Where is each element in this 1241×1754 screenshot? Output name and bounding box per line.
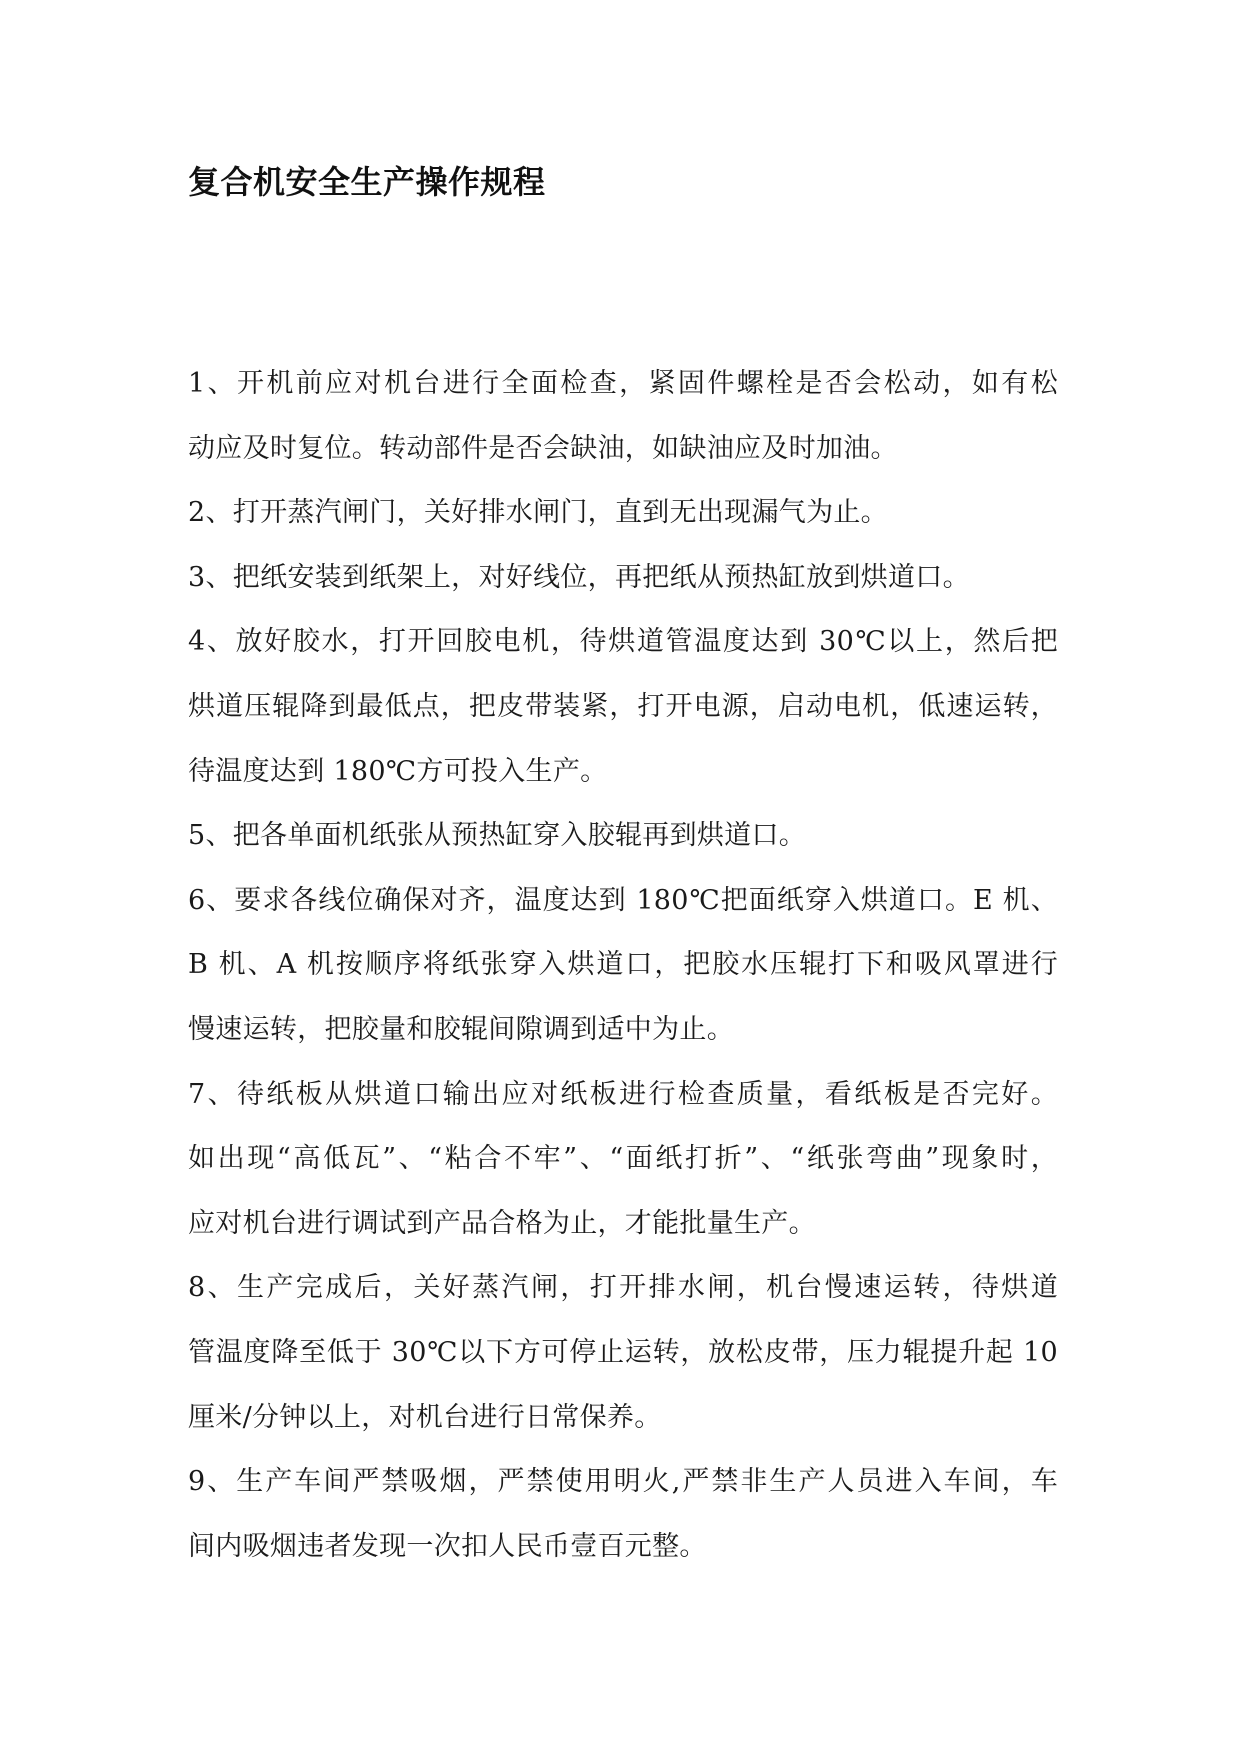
document-title: 复合机安全生产操作规程 bbox=[188, 163, 546, 201]
body-line: 4、放好胶水，打开回胶电机，待烘道管温度达到 30℃以上，然后把 bbox=[188, 626, 1058, 658]
body-line: 烘道压辊降到最低点，把皮带装紧，打开电源，启动电机，低速运转， bbox=[188, 690, 1058, 722]
body-line: 2、打开蒸汽闸门，关好排水闸门，直到无出现漏气为止。 bbox=[188, 497, 888, 529]
body-line: 待温度达到 180℃方可投入生产。 bbox=[188, 755, 608, 787]
body-line: 应对机台进行调试到产品合格为止，才能批量生产。 bbox=[188, 1207, 816, 1239]
body-line: 9、生产车间严禁吸烟，严禁使用明火,严禁非生产人员进入车间，车 bbox=[188, 1466, 1058, 1498]
body-line: 5、把各单面机纸张从预热缸穿入胶辊再到烘道口。 bbox=[188, 820, 807, 852]
body-line: B 机、A 机按顺序将纸张穿入烘道口，把胶水压辊打下和吸风罩进行 bbox=[188, 949, 1058, 981]
body-line: 间内吸烟违者发现一次扣人民币壹百元整。 bbox=[188, 1530, 707, 1562]
body-line: 6、要求各线位确保对齐，温度达到 180℃把面纸穿入烘道口。E 机、 bbox=[188, 884, 1058, 916]
body-line: 厘米/分钟以上，对机台进行日常保养。 bbox=[188, 1401, 662, 1433]
document-body bbox=[188, 352, 1058, 1579]
body-line: 管温度降至低于 30℃以下方可停止运转，放松皮带，压力辊提升起 10 bbox=[188, 1336, 1058, 1368]
body-line: 慢速运转，把胶量和胶辊间隙调到适中为止。 bbox=[188, 1013, 734, 1045]
body-line: 7、待纸板从烘道口输出应对纸板进行检查质量，看纸板是否完好。 bbox=[188, 1078, 1058, 1110]
body-line: 1、开机前应对机台进行全面检查，紧固件螺栓是否会松动，如有松 bbox=[188, 368, 1058, 399]
body-line: 如出现“高低瓦”、“粘合不牢”、“面纸打折”、“纸张弯曲”现象时， bbox=[188, 1143, 1058, 1175]
body-line: 8、生产完成后，关好蒸汽闸，打开排水闸，机台慢速运转，待烘道 bbox=[188, 1272, 1058, 1304]
body-line: 动应及时复位。转动部件是否会缺油，如缺油应及时加油。 bbox=[188, 432, 898, 464]
body-line: 3、把纸安装到纸架上，对好线位，再把纸从预热缸放到烘道口。 bbox=[188, 561, 970, 593]
